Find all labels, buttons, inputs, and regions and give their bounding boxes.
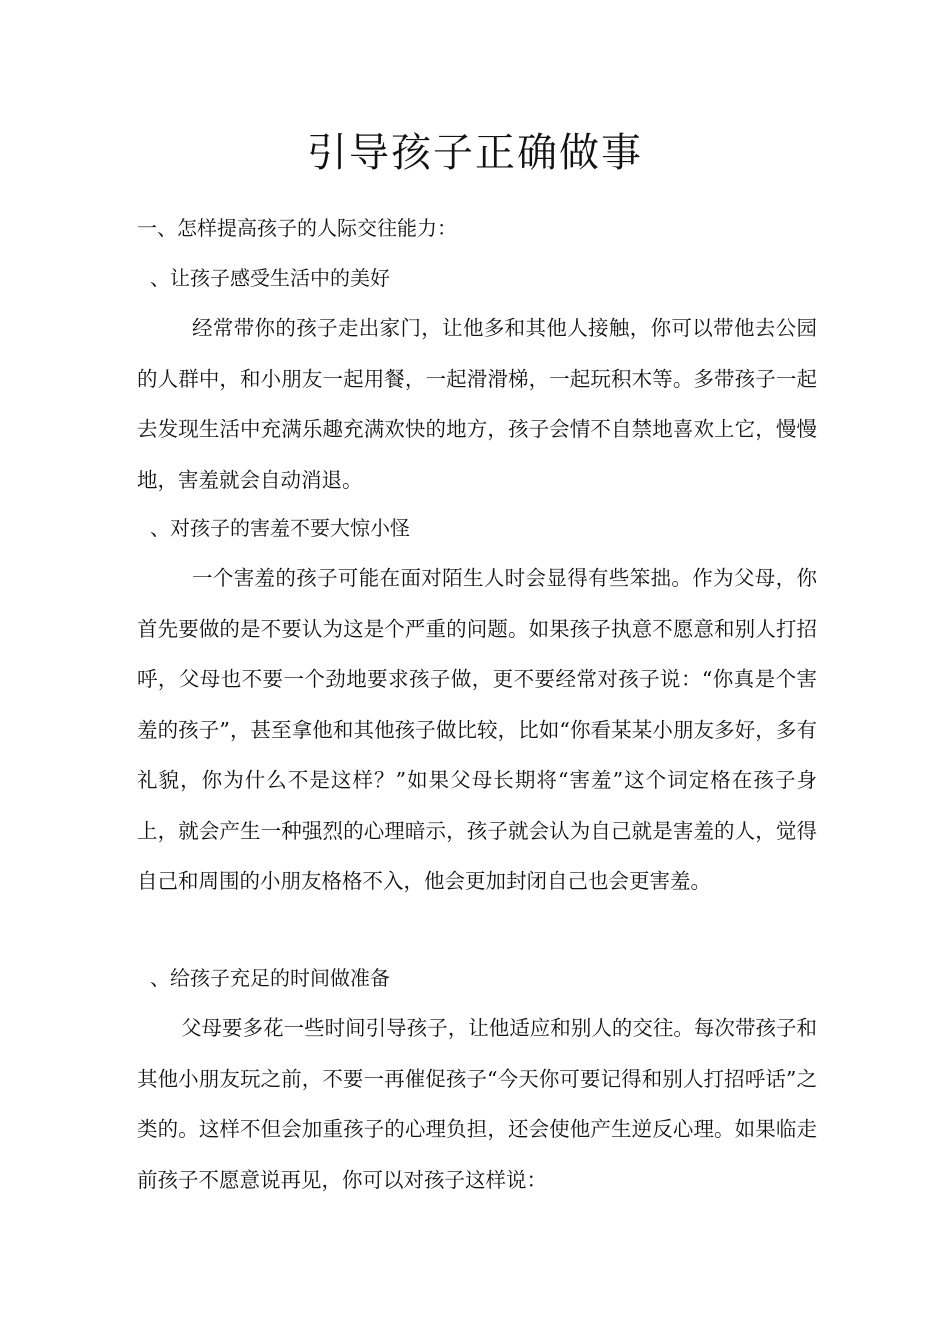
subsection-heading-2: 、对孩子的害羞不要大惊小怪 bbox=[150, 516, 410, 540]
subsection-heading-3: 、给孩子充足的时间做准备 bbox=[150, 966, 390, 990]
paragraph-2: 一个害羞的孩子可能在面对陌生人时会显得有些笨拙。作为父母，你首先要做的是不要认为这是个严重的问题。如果孩子执意不愿意和别人打招呼，父母也不要一个劲地要求孩子做，更不要经常对孩子说：“你真是个害羞的孩子”，甚至拿他和其他孩子做比较，比如“你看某某小朋友多好，多有礼貌，你为什么不是这样？”如果父母长期将“害羞”这个词定格在孩子身上，就会产生一种强烈的心理暗示，孩子就会认为自己就是害羞的人，觉得自己和周围的小朋友格格不入，他会更加封闭自己也会更害羞。 bbox=[137, 566, 817, 893]
document-title: 引导孩子正确做事 bbox=[307, 130, 643, 176]
paragraph-3: 父母要多花一些时间引导孩子，让他适应和别人的交往。每次带孩子和其他小朋友玩之前，不要一再催促孩子“今天你可要记得和别人打招呼话”之类的。这样不但会加重孩子的心理负担，还会使他产生逆反心理。如果临走前孩子不愿意说再见，你可以对孩子这样说： bbox=[137, 1016, 817, 1192]
paragraph-1: 经常带你的孩子走出家门，让他多和其他人接触，你可以带他去公园的人群中，和小朋友一起用餐，一起滑滑梯，一起玩积木等。多带孩子一起去发现生活中充满乐趣充满欢快的地方，孩子会情不自禁地喜欢上它，慢慢地，害羞就会自动消退。 bbox=[137, 316, 817, 492]
subsection-heading-1: 、让孩子感受生活中的美好 bbox=[150, 266, 390, 290]
section-heading: 一、怎样提高孩子的人际交往能力： bbox=[137, 216, 457, 240]
